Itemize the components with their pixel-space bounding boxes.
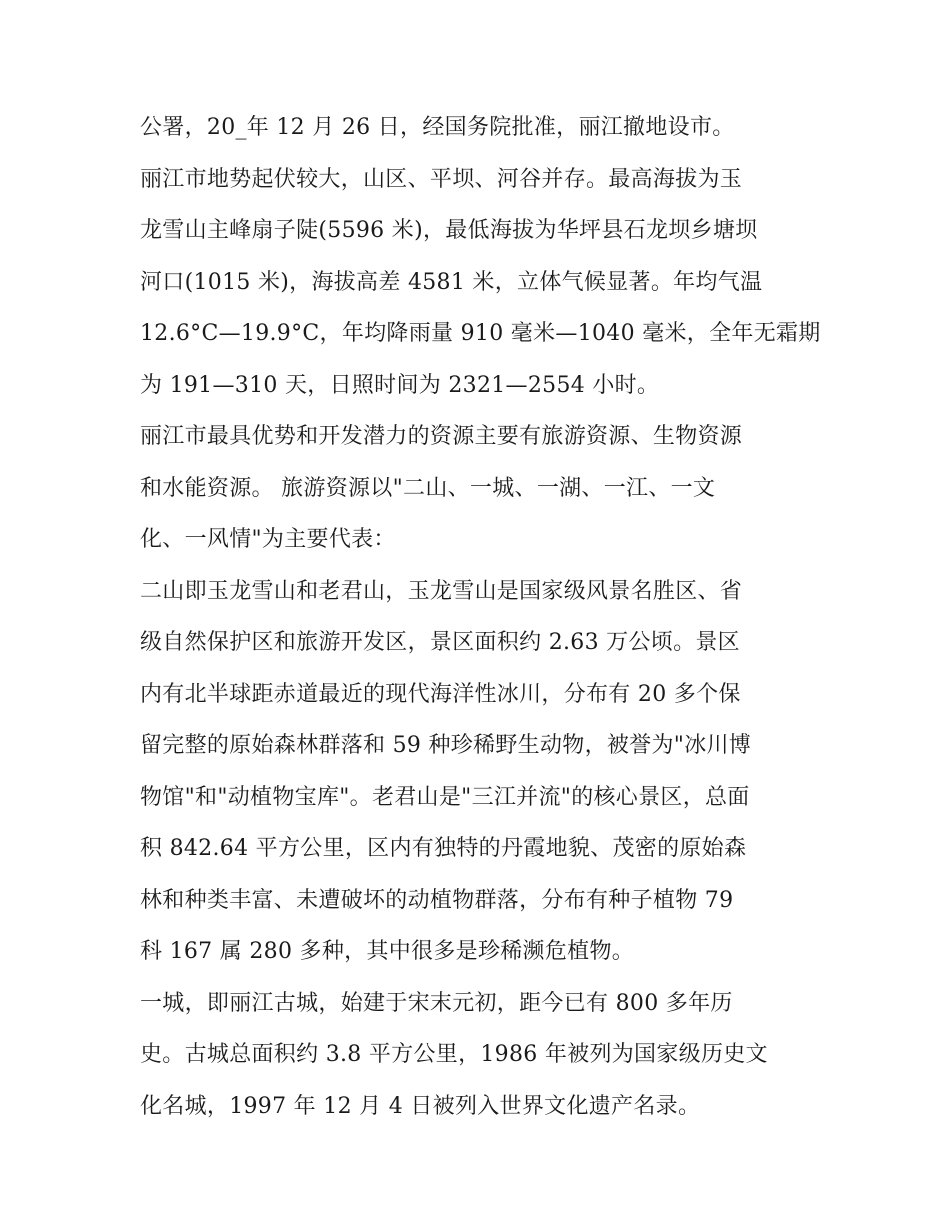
text-line: 和水能资源。 旅游资源以"二山、一城、一湖、一江、一文	[140, 475, 716, 501]
text-line: 内有北半球距赤道最近的现代海洋性冰川，分布有 20 多个保	[140, 681, 741, 707]
text-line: 化、一风情"为主要代表：	[140, 527, 396, 552]
text-line: 积 842.64 平方公里，区内有独特的丹霞地貌、茂密的原始森	[140, 836, 747, 861]
text-line: 为 191—310 天，日照时间为 2321—2554 小时。	[140, 372, 660, 398]
text-line: 级自然保护区和旅游开发区，景区面积约 2.63 万公顷。景区	[140, 630, 740, 655]
text-line: 丽江市最具优势和开发潜力的资源主要有旅游资源、生物资源	[140, 424, 743, 449]
text-line: 12.6°C—19.9°C，年均降雨量 910 毫米—1040 毫米，全年无霜期	[140, 321, 821, 346]
text-line: 一城，即丽江古城，始建于宋末元初，距今已有 800 多年历	[140, 990, 733, 1016]
text-line: 化名城，1997 年 12 月 4 日被列入世界文化遗产名录。	[140, 1093, 701, 1119]
text-line: 公署，20_年 12 月 26 日，经国务院批准，丽江撤地设市。	[140, 115, 735, 140]
text-line: 留完整的原始森林群落和 59 种珍稀野生动物，被誉为"冰川博	[140, 733, 752, 758]
text-line: 龙雪山主峰扇子陡(5596 米)，最低海拔为华坪县石龙坝乡塘坝	[140, 218, 758, 243]
text-line: 史。古城总面积约 3.8 平方公里，1986 年被列为国家级历史文	[140, 1042, 768, 1067]
text-line: 丽江市地势起伏较大，山区、平坝、河谷并存。最高海拔为玉	[140, 166, 743, 192]
text-line: 科 167 属 280 多种，其中很多是珍稀濒危植物。	[140, 939, 635, 964]
text-line: 二山即玉龙雪山和老君山，玉龙雪山是国家级风景名胜区、省	[140, 578, 743, 604]
text-line: 物馆"和"动植物宝库"。老君山是"三江并流"的核心景区，总面	[140, 784, 750, 810]
document-body	[140, 102, 820, 1132]
text-line: 林和种类丰富、未遭破坏的动植物群落，分布有种子植物 79	[140, 887, 734, 913]
text-line: 河口(1015 米)，海拔高差 4581 米，立体气候显著。年均气温	[140, 269, 763, 295]
